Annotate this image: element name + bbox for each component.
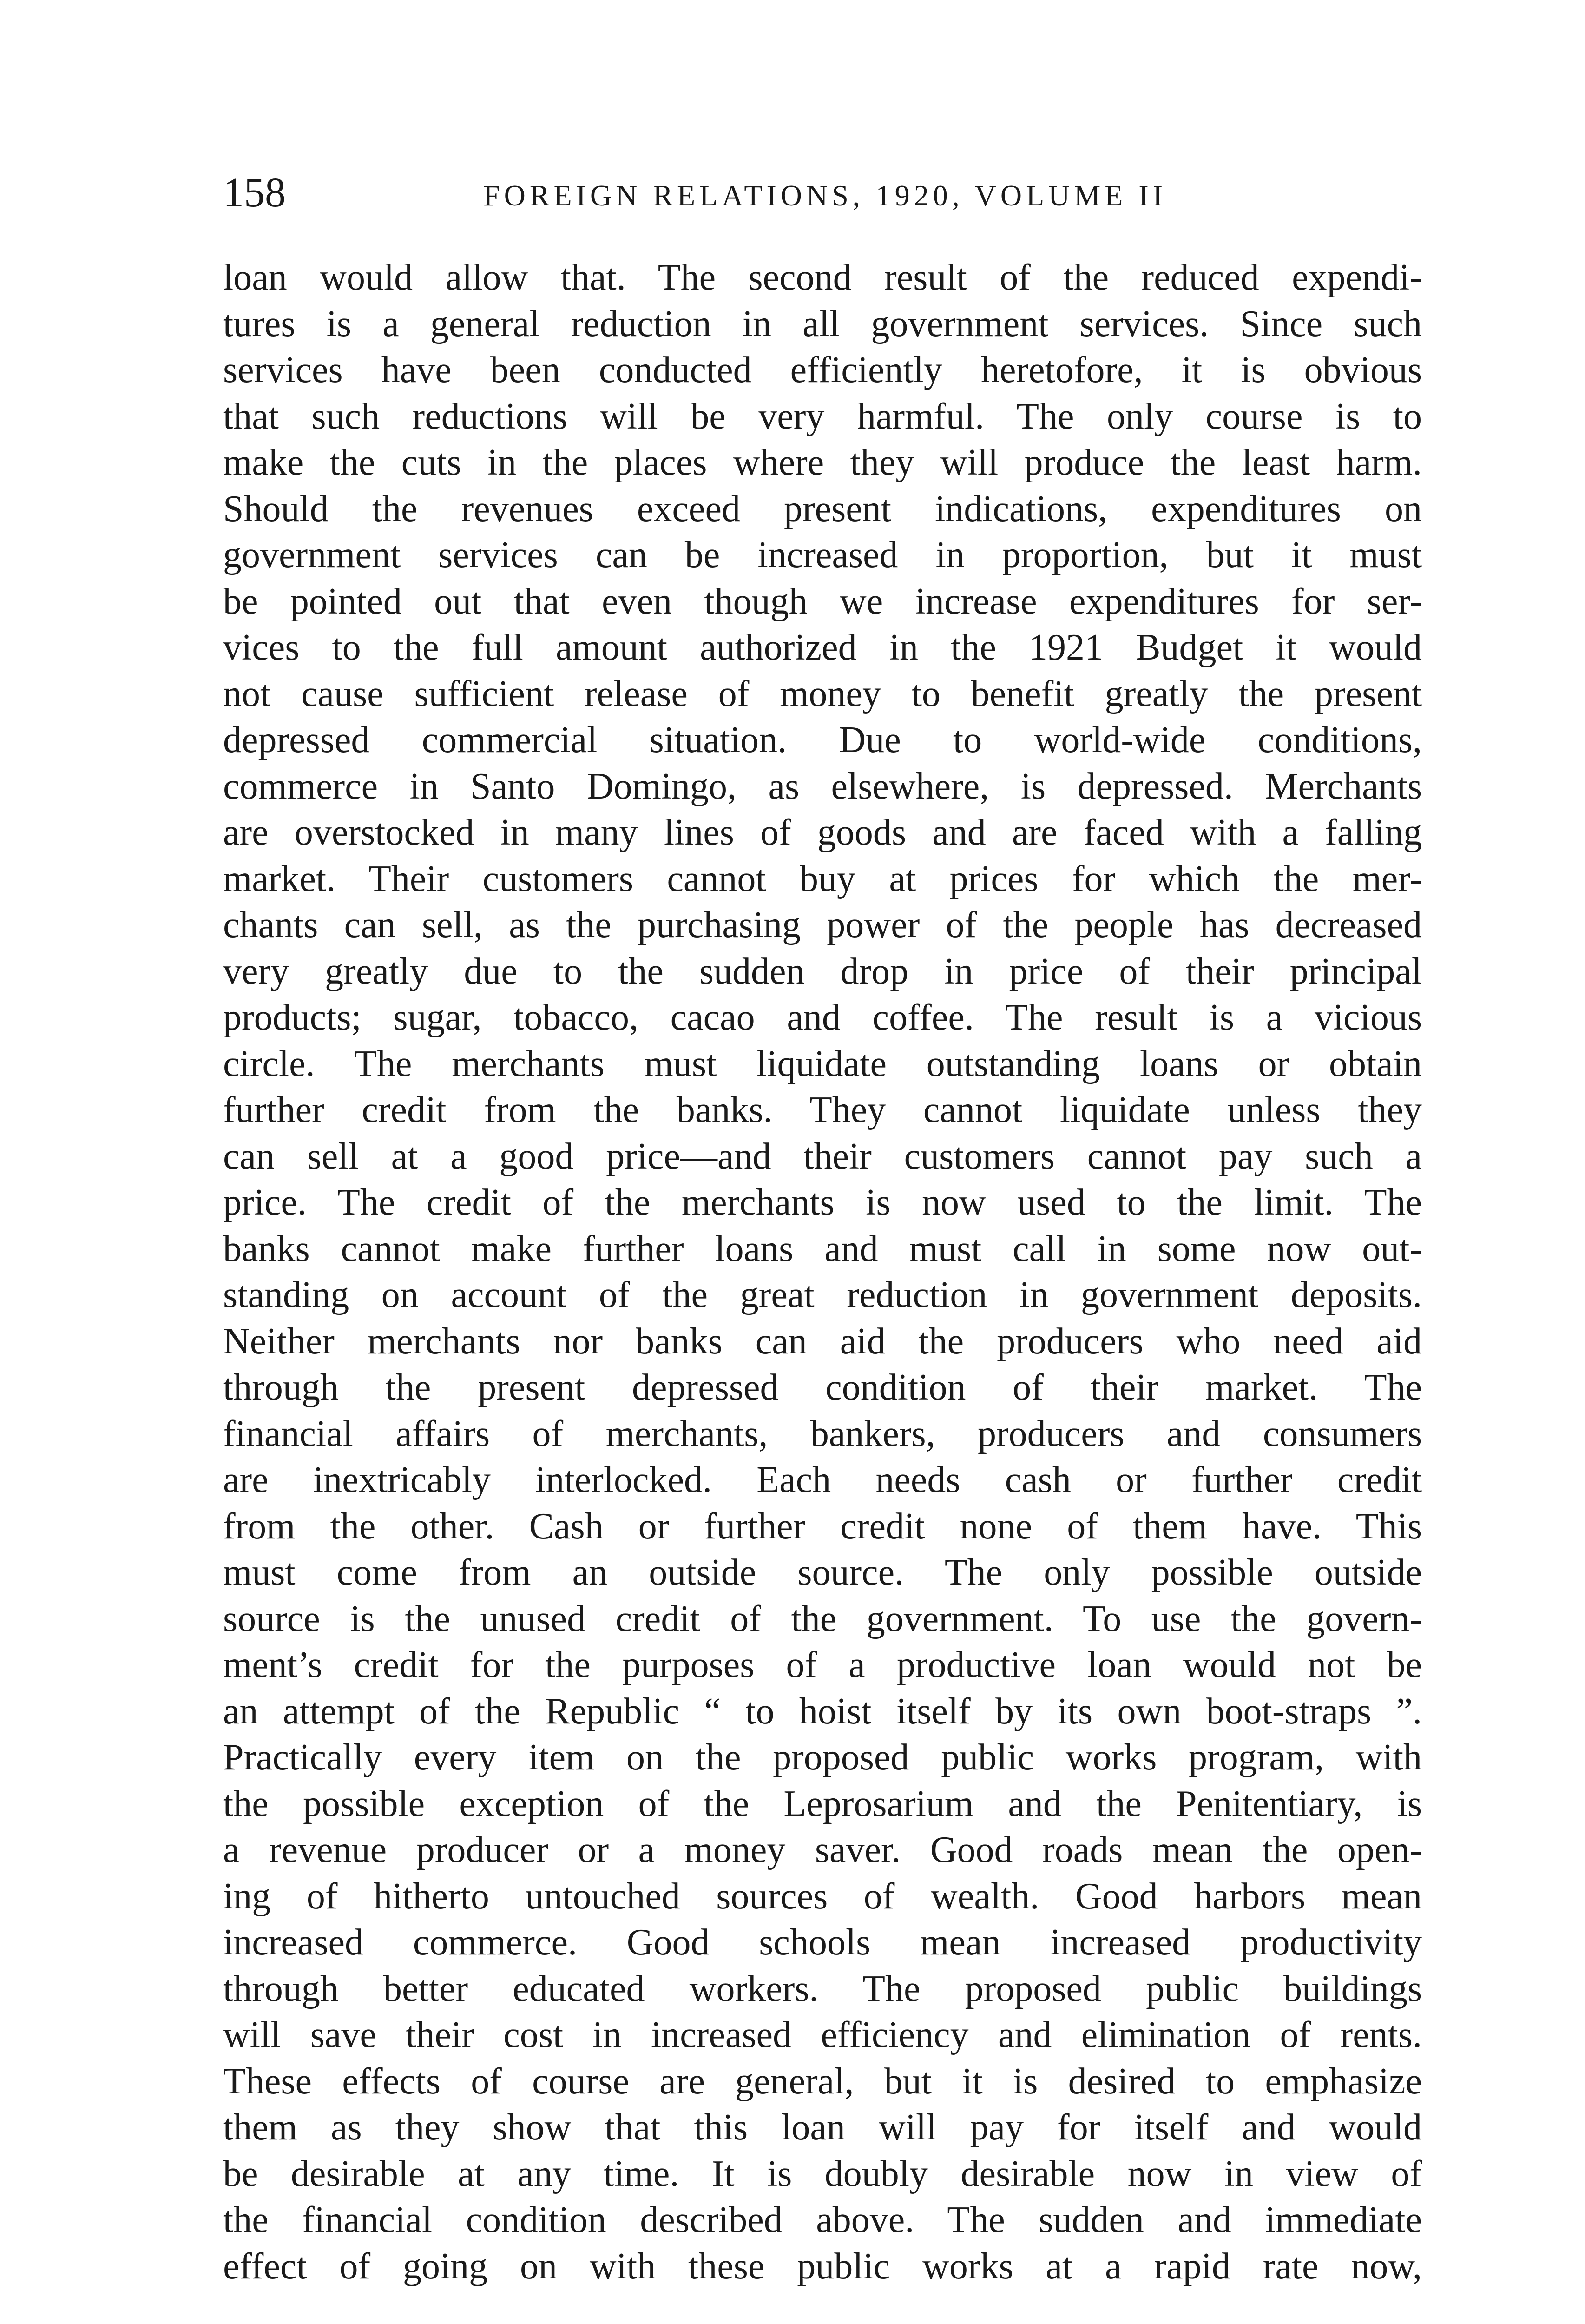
text-line: will save their cost in increased efficiency and elimination of rents. — [223, 2014, 1422, 2055]
text-line: Practically every item on the proposed public works program, with — [223, 1737, 1422, 1778]
text-line: commerce in Santo Domingo, as elsewhere, is depressed. Merchants — [223, 766, 1422, 807]
text-line: are overstocked in many lines of goods and are faced with a falling — [223, 812, 1422, 853]
text-line: standing on account of the great reduction in government deposits. — [223, 1274, 1422, 1315]
text-line: market. Their customers cannot buy at prices for which the mer- — [223, 858, 1422, 899]
text-line: them as they show that this loan will pay for itself and would — [223, 2107, 1422, 2148]
text-line: not cause sufficient release of money to benefit greatly the present — [223, 673, 1422, 714]
text-line: be pointed out that even though we increase expenditures for ser- — [223, 581, 1422, 622]
text-line: the financial condition described above. The sudden and immediate — [223, 2199, 1422, 2240]
text-line: price. The credit of the merchants is now used to the limit. The — [223, 1182, 1422, 1223]
text-line: chants can sell, as the purchasing power of the people has decreased — [223, 905, 1422, 945]
text-line: source is the unused credit of the government. To use the govern- — [223, 1598, 1422, 1639]
text-line: vices to the full amount authorized in the 1921 Budget it would — [223, 627, 1422, 668]
text-line: make the cuts in the places where they will produce the least harm. — [223, 442, 1422, 483]
text-line: can sell at a good price—and their customers cannot pay such a — [223, 1136, 1422, 1177]
text-line: must come from an outside source. The only possible outside — [223, 1552, 1422, 1593]
text-line: banks cannot make further loans and must call in some now out- — [223, 1228, 1422, 1269]
text-line: are inextricably interlocked. Each needs cash or further credit — [223, 1459, 1422, 1500]
text-line: through the present depressed condition of their market. The — [223, 1367, 1422, 1408]
text-line: increased commerce. Good schools mean increased productivity — [223, 1922, 1422, 1963]
text-line: the possible exception of the Leprosarium and the Penitentiary, is — [223, 1783, 1422, 1824]
text-line: be desirable at any time. It is doubly desirable now in view of — [223, 2153, 1422, 2194]
text-line: through better educated workers. The proposed public buildings — [223, 1968, 1422, 2009]
text-line: a revenue producer or a money saver. Good roads mean the open- — [223, 1829, 1422, 1870]
text-line: effect of going on with these public works at a rapid rate now, — [223, 2245, 1422, 2287]
text-line: ment’s credit for the purposes of a productive loan would not be — [223, 1644, 1422, 1685]
text-line: depressed commercial situation. Due to world-wide conditions, — [223, 720, 1422, 760]
text-line: Neither merchants nor banks can aid the producers who need aid — [223, 1320, 1422, 1362]
text-line: very greatly due to the sudden drop in price of their principal — [223, 951, 1422, 992]
text-line: products; sugar, tobacco, cacao and coffee. The result is a vicious — [223, 997, 1422, 1038]
text-line: an attempt of the Republic “ to hoist itself by its own boot-straps ”. — [223, 1690, 1422, 1732]
running-head: FOREIGN RELATIONS, 1920, VOLUME II — [483, 179, 1167, 212]
text-line: tures is a general reduction in all government services. Since such — [223, 303, 1422, 344]
text-line: Should the revenues exceed present indications, expenditures on — [223, 488, 1422, 529]
text-line: ing of hitherto untouched sources of wealth. Good harbors mean — [223, 1875, 1422, 1917]
text-line: government services can be increased in proportion, but it must — [223, 535, 1422, 575]
text-line: from the other. Cash or further credit none of them have. This — [223, 1505, 1422, 1547]
text-line: financial affairs of merchants, bankers, producers and consumers — [223, 1413, 1422, 1454]
page-header — [223, 167, 1422, 218]
text-line: These effects of course are general, but it is desired to emphasize — [223, 2060, 1422, 2102]
text-line: circle. The merchants must liquidate outstanding loans or obtain — [223, 1043, 1422, 1084]
text-line: services have been conducted efficiently heretofore, it is obvious — [223, 350, 1422, 390]
text-line: that such reductions will be very harmful. The only course is to — [223, 396, 1422, 437]
text-line: further credit from the banks. They cannot liquidate unless they — [223, 1089, 1422, 1130]
body-text — [223, 255, 1422, 2290]
page-number: 158 — [223, 170, 286, 216]
text-line: loan would allow that. The second result of the reduced expendi- — [223, 257, 1422, 298]
